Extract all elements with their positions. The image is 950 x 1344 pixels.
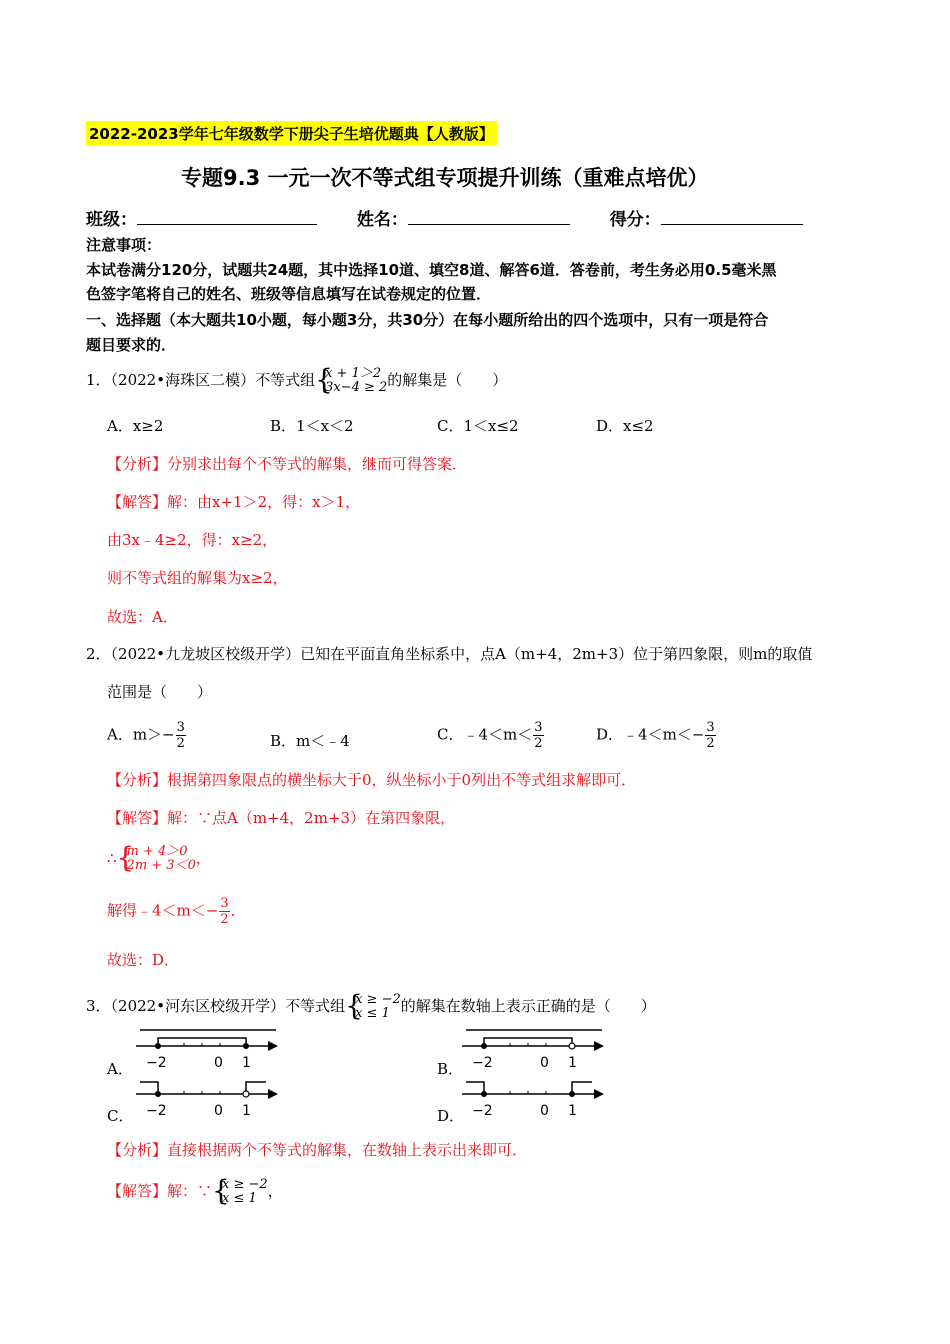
option-text: D．﹣4＜m＜− — [596, 725, 705, 744]
brace-glyph: { — [315, 363, 333, 396]
q2-answer — [107, 807, 455, 828]
q1-option-d[interactable]: D．x≤2 — [596, 417, 654, 435]
arrow-head — [268, 1041, 278, 1051]
q2-option-c[interactable] — [437, 720, 545, 751]
analysis-text: 分别求出每个不等式的解集，继而可得答案． — [167, 455, 468, 473]
arrow-head — [268, 1089, 278, 1099]
q1-inequality-system — [315, 363, 388, 396]
q2-result — [107, 896, 246, 927]
q1-analysis — [107, 453, 467, 474]
solution-choice: 故选：D． — [107, 951, 180, 969]
q3-suffix: 的解集在数轴上表示正确的是（ ） — [400, 997, 656, 1015]
tick-label: −2 — [472, 1103, 493, 1119]
arrow-head — [594, 1089, 604, 1099]
q1-option-b[interactable]: B．1＜x＜2 — [270, 417, 354, 435]
solution-choice: 故选：A． — [107, 608, 178, 626]
inequality-2: x ≤ 1 — [222, 1191, 257, 1206]
q1-suffix: 的解集是（ ） — [387, 371, 508, 389]
score-label: 得分： — [609, 210, 661, 230]
solid-dot — [481, 1091, 487, 1097]
q3-option-d-label[interactable]: D． — [437, 1107, 465, 1125]
analysis-tag: 【分析】 — [107, 455, 168, 473]
punctuation: ， — [267, 1182, 283, 1200]
name-blank[interactable] — [408, 209, 570, 225]
q3-option-c-number-line[interactable] — [136, 1074, 284, 1122]
solid-dot — [155, 1043, 161, 1049]
numerator: 3 — [706, 720, 715, 735]
numerator: 3 — [220, 896, 229, 911]
analysis-text: 直接根据两个不等式的解集，在数轴上表示出来即可． — [167, 1141, 528, 1159]
question-2-stem: 2．（2022•九龙坡区校级开学）已知在平面直角坐标系中，点A（m+4，2m+3）位于第四象限，则m的取值 — [86, 645, 813, 663]
tick-label: 0 — [214, 1055, 223, 1071]
tick-label: 0 — [540, 1055, 549, 1071]
q3-option-d-number-line[interactable] — [462, 1074, 610, 1122]
hollow-dot — [243, 1091, 249, 1097]
class-label: 班级： — [86, 210, 137, 230]
question-2-stem-cont: 范围是（ ） — [107, 683, 213, 701]
page-title: 专题9.3 一元一次不等式组专项提升训练（重难点培优） — [181, 166, 709, 190]
numerator: 3 — [176, 720, 185, 735]
tick-label: 1 — [242, 1055, 251, 1071]
punctuation: ， — [195, 849, 211, 867]
numerator: 3 — [534, 720, 543, 735]
class-blank[interactable] — [137, 209, 317, 225]
denominator: 2 — [534, 736, 543, 751]
question-3-stem — [86, 989, 656, 1022]
q3-option-a-number-line[interactable] — [136, 1024, 284, 1074]
q2-analysis — [107, 769, 636, 790]
solid-dot — [481, 1043, 487, 1049]
q2-inequality-system — [116, 841, 196, 874]
fraction — [176, 720, 186, 751]
q2-option-b[interactable]: B．m＜﹣4 — [270, 732, 350, 750]
q3-answer — [107, 1174, 283, 1207]
hollow-dot — [569, 1043, 575, 1049]
denominator: 2 — [176, 736, 185, 751]
solution-line: 解：∵ — [167, 1182, 213, 1200]
q3-inequality-2: x ≤ 1 — [355, 1006, 390, 1021]
solid-dot — [569, 1091, 575, 1097]
tick-label: 0 — [540, 1103, 549, 1119]
q1-answer — [107, 491, 360, 512]
q1-option-a[interactable]: A．x≥2 — [107, 417, 164, 435]
brace-glyph: { — [116, 841, 135, 874]
option-text: A．m＞− — [107, 725, 175, 744]
answer-tag: 【解答】 — [107, 1182, 168, 1200]
q1-inequality-1: x + 1＞2 — [325, 366, 382, 381]
q3-option-a-label[interactable]: A． — [107, 1060, 133, 1078]
analysis-tag: 【分析】 — [107, 1141, 168, 1159]
left-ray — [466, 1082, 484, 1094]
q3-answer-system — [212, 1174, 268, 1207]
section-heading: 题目要求的． — [86, 336, 177, 354]
analysis-tag: 【分析】 — [107, 771, 168, 789]
q3-option-b-label[interactable]: B． — [437, 1060, 464, 1078]
denominator: 2 — [706, 736, 715, 751]
name-label: 姓名： — [356, 210, 408, 230]
section-heading: 一、选择题（本大题共10小题，每小题3分，共30分）在每小题所给出的四个选项中，只有一项是符合 — [86, 311, 769, 329]
result-text: 解得﹣4＜m＜− — [107, 901, 219, 920]
q2-option-a[interactable] — [107, 720, 187, 751]
solution-line: 由3x﹣4≥2，得：x≥2， — [107, 531, 278, 549]
fraction — [533, 720, 543, 751]
therefore-symbol: ∴ — [107, 849, 117, 867]
arrow-head — [594, 1041, 604, 1051]
tick-label: −2 — [146, 1055, 167, 1071]
inequality-1: x ≥ −2 — [222, 1177, 268, 1192]
punctuation: ． — [230, 901, 246, 920]
analysis-text: 根据第四象限点的横坐标大于0，纵坐标小于0列出不等式组求解即可． — [167, 771, 637, 789]
tick-label: 1 — [242, 1103, 251, 1119]
tick-label: 1 — [568, 1055, 577, 1071]
denominator: 2 — [220, 912, 229, 927]
fraction — [219, 896, 229, 927]
option-text: C．﹣4＜m＜ — [437, 725, 533, 744]
tick-label: −2 — [146, 1103, 167, 1119]
notes-line: 色签字笔将自己的姓名、班级等信息填写在试卷规定的位置． — [86, 285, 492, 303]
series-banner: 2022-2023学年七年级数学下册尖子生培优题典【人教版】 — [86, 121, 497, 146]
student-info-row — [86, 205, 803, 230]
solution-line: 解：由x+1＞2，得：x＞1， — [167, 493, 361, 511]
brace-glyph: { — [212, 1174, 230, 1207]
q2-system-line — [107, 841, 211, 874]
q2-inequality-1: m + 4＞0 — [126, 844, 188, 859]
q3-option-b-number-line[interactable] — [462, 1024, 610, 1074]
fraction — [705, 720, 715, 751]
tick-label: 1 — [568, 1103, 577, 1119]
left-ray — [140, 1082, 158, 1094]
brace-glyph: { — [345, 989, 363, 1022]
answer-tag: 【解答】 — [107, 809, 168, 827]
q2-inequality-2: 2m + 3＜0 — [126, 858, 196, 873]
solid-dot — [155, 1091, 161, 1097]
q3-inequality-system — [345, 989, 401, 1022]
q2-option-d[interactable] — [596, 720, 717, 751]
notes-line: 本试卷满分120分，试题共24题，其中选择10道、填空8道、解答6道．答卷前，考生务必用0.5毫米黑 — [86, 261, 777, 279]
q1-option-c[interactable]: C．1＜x≤2 — [437, 417, 519, 435]
q3-prefix: 3．（2022•河东区校级开学）不等式组 — [86, 997, 346, 1015]
q3-analysis — [107, 1139, 527, 1160]
answer-tag: 【解答】 — [107, 493, 168, 511]
q3-option-c-label[interactable]: C． — [107, 1107, 134, 1125]
right-ray — [572, 1082, 592, 1094]
q1-prefix: 1．（2022•海珠区二模）不等式组 — [86, 371, 316, 389]
score-blank[interactable] — [661, 209, 803, 225]
solid-dot — [243, 1043, 249, 1049]
tick-label: −2 — [472, 1055, 493, 1071]
notes-heading: 注意事项： — [86, 236, 162, 254]
tick-label: 0 — [214, 1103, 223, 1119]
solution-line: 解：∵点A（m+4，2m+3）在第四象限， — [167, 809, 456, 827]
question-1-stem — [86, 363, 508, 396]
q3-inequality-1: x ≥ −2 — [355, 992, 401, 1007]
solution-line: 则不等式组的解集为x≥2， — [107, 569, 288, 587]
q1-inequality-2: 3x−4 ≥ 2 — [325, 380, 388, 395]
